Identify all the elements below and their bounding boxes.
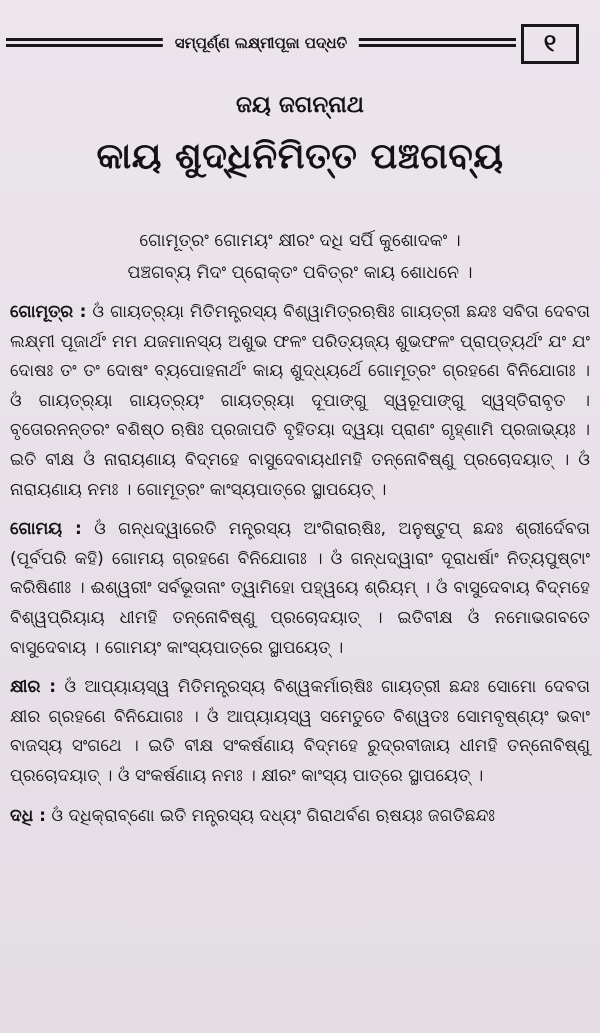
page-number: ୧ — [521, 24, 579, 64]
section-text: ଓଁ ଦଧିକ୍ରାବ୍ଣୋ ଇତି ମନ୍ତ୍ରସ୍ୟ ଦଧ୍ୟଂ ଗିରାଥର୍ବଣ ଋଷୟଃ ଜଗତିଛନ୍ଦଃ — [45, 805, 496, 826]
running-title: ସମ୍ପୂର୍ଣ୍ଣ ଲକ୍ଷ୍ମୀପୂଜା ପଦ୍ଧତି — [163, 33, 359, 53]
section-dadhi — [10, 802, 590, 832]
section-gomaya — [10, 515, 590, 663]
section-term: କ୍ଷୀର : — [10, 677, 57, 698]
section-gomutra — [10, 298, 590, 505]
section-term: ଗୋମୟ : — [10, 519, 82, 540]
section-kshira — [10, 673, 590, 791]
section-text: ଓଁ ଆପ୍ୟାୟସ୍ୱ ମିତିମନ୍ତ୍ରସ୍ୟ ବିଶ୍ୱକର୍ମାଋଷିଃ ଗାୟତ୍ରୀ ଛନ୍ଦଃ ସୋମୋ ଦେବତା କ୍ଷୀର ଗ୍ରହଣେ ବିନିଯୋଗଃ । ଓଁ ଆପ୍ୟାୟସ୍ୱ ସମେତୁତେ ବିଶ୍ୱତଃ ସୋମବୃଷ୍ଣ୍ୟଂ ଭବାଂ ବାଜସ୍ୟ ସଂଗଥେ । ଇତି ବୀକ୍ଷ ସଂକର୍ଷଣାୟ ବିଦ୍ମହେ ରୁଦ୍ରବୀଜାୟ ଧୀମହି ତନ୍ନୋବିଷ୍ଣୁ ପ୍ରଚୋଦୟାତ୍ । ଓଁ ସଂକର୍ଷଣାୟ ନମଃ । କ୍ଷୀରଂ କାଂସ୍ୟ ପାତ୍ରେ ସ୍ଥାପୟେତ୍ । — [10, 677, 590, 786]
section-text: ଓଁ ଗାୟତ୍ର୍ୟା ମିତିମନ୍ତ୍ରସ୍ୟ ବିଶ୍ୱାମିତ୍ରଋଷିଃ ଗାୟତ୍ରୀ ଛନ୍ଦଃ ସବିତା ଦେବତା ଲକ୍ଷ୍ମୀ ପୂଜାର୍ଥଂ ମମ ଯଜମାନସ୍ୟ ଅଶୁଭ ଫଳଂ ପରିତ୍ୟଜ୍ୟ ଶୁଭଫଳଂ ପ୍ରାପ୍ତ୍ୟର୍ଥଂ ଯଂ ଯଂ ଦୋଷଃ ତଂ ତଂ ଦୋଷଂ ବ୍ୟପୋହନାର୍ଥଂ କାୟ ଶୁଦ୍ଧ୍ୟର୍ଥେ ଗୋମୂତ୍ରଂ ଗ୍ରହଣେ ବିନିଯୋଗଃ । ଓଁ ଗାୟତ୍ର୍ୟା ଗାୟତ୍ର୍ୟଂ ଗାୟତ୍ର୍ୟା ଦୂପାଙ୍ଗୁ ସ୍ୱରୂପାଙ୍ଗୁ ସ୍ୱସ୍ତିରାବୃତ । ବୃତୋରନନ୍ତରଂ ବଶିଷ୍ଠ ଋଷିଃ ପ୍ରଜାପତି ବୃହିତୟା ଦ୍ୱୟା ପ୍ରାଣଂ ଗୃହ୍ଣାମି ପ୍ରଜାଭ୍ୟଃ । ଇତି ବୀକ୍ଷ ଓଁ ନାରାୟଣାୟ ବିଦ୍ମହେ ବାସୁଦେବାୟଧୀମହି ତନ୍ନୋବିଷ୍ଣୁ ପ୍ରଚୋଦୟାତ୍ । ଓଁ ନାରାୟଣାୟ ନମଃ । ଗୋମୂତ୍ରଂ କାଂସ୍ୟପାତ୍ରେ ସ୍ଥାପୟେତ୍ । — [10, 302, 590, 500]
page-title: କାୟ ଶୁଦ୍ଧିନିମିତ୍ତ ପଞ୍ଚଗବ୍ୟ — [96, 136, 504, 177]
body-text — [10, 298, 590, 831]
verse-block — [0, 225, 600, 289]
section-term: ଗୋମୂତ୍ର : — [10, 302, 87, 322]
section-text: ଓଁ ଗନ୍ଧଦ୍ୱାରେତି ମନ୍ତ୍ରସ୍ୟ ଅଂଗିରାଋଷିଃ, ଅନୁଷ୍ଟୁପ୍ ଛନ୍ଦଃ ଶ୍ରୀର୍ଦେବତା (ପୂର୍ବପରି କହି) ଗୋମୟ ଗ୍ରହଣେ ବିନିଯୋଗଃ । ଓଁ ଗନ୍ଧଦ୍ୱାରାଂ ଦୂରାଧର୍ଷାଂ ନିତ୍ୟପୁଷ୍ଟାଂ କରିଷିଣୀଃ । ଈଶ୍ୱରୀଂ ସର୍ବଭୂତାନାଂ ତ୍ୱାମିହୋ ପହ୍ୱୟେ ଶ୍ରିୟମ୍ । ଓଁ ବାସୁଦେବାୟ ବିଦ୍ମହେ ବିଶ୍ୱପ୍ରିୟାୟ ଧୀମହି ତନ୍ନୋବିଷ୍ଣୁ ପ୍ରଚୋଦୟାତ୍ । ଇତିବୀକ୍ଷ ଓଁ ନମୋଭଗବତେ ବାସୁଦେବାୟ । ଗୋମୟଂ କାଂସ୍ୟପାତ୍ରେ ସ୍ଥାପୟେତ୍ । — [10, 519, 590, 658]
running-header — [6, 34, 516, 52]
invocation-heading: ଜୟ ଜଗନ୍ନାଥ — [236, 92, 364, 118]
section-term: ଦଧି : — [10, 805, 46, 826]
verse-line-2: ପଞ୍ଚଗବ୍ୟ ମିଦଂ ପ୍ରୋକ୍ତଂ ପବିତ୍ରଂ କାୟ ଶୋଧନେ । — [127, 263, 473, 283]
verse-line-1: ଗୋମୂତ୍ରଂ ଗୋମୟଂ କ୍ଷୀରଂ ଦଧି ସର୍ପି କୁଶୋଦକଂ । — [139, 231, 461, 251]
